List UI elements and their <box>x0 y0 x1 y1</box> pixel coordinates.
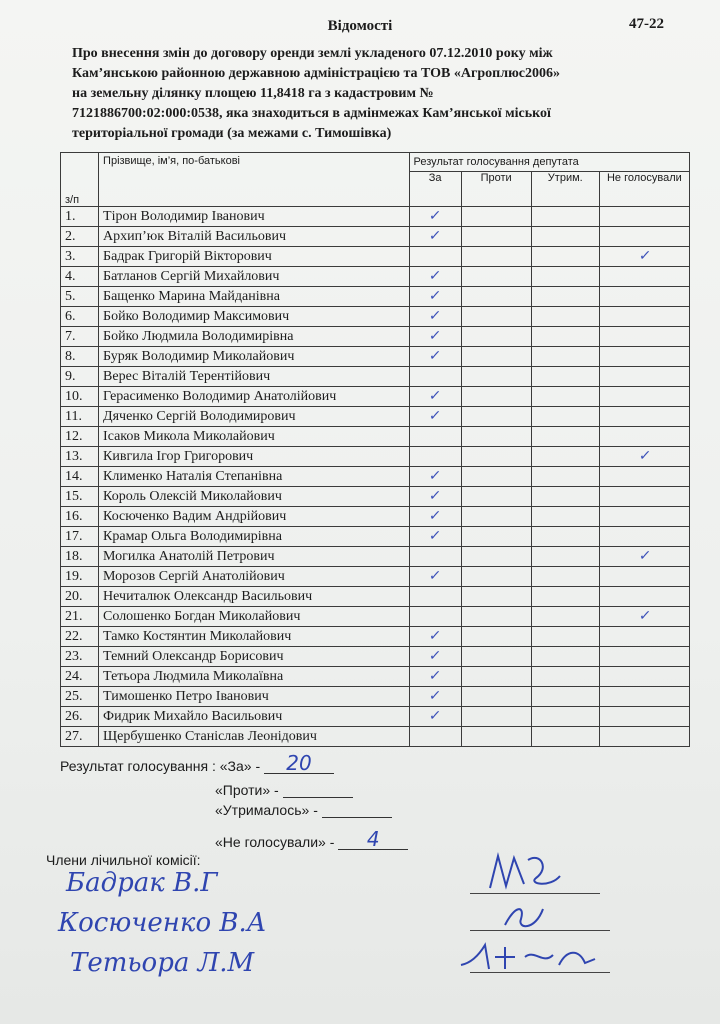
vote-cell-utrym <box>531 647 599 667</box>
deputy-name: Щербушенко Станіслав Леонідович <box>99 727 409 747</box>
checkmark-icon: ✓ <box>428 528 443 544</box>
deputy-name: Ісаков Микола Миколайович <box>99 427 409 447</box>
vote-cell-za <box>409 207 461 227</box>
checkmark-icon: ✓ <box>428 228 443 244</box>
vote-cell-utrym <box>531 547 599 567</box>
vote-cell-za <box>409 667 461 687</box>
vote-cell-ne <box>599 247 689 267</box>
row-number: 12. <box>61 427 99 447</box>
vote-cell-utrym <box>531 207 599 227</box>
vote-cell-utrym <box>531 607 599 627</box>
deputy-name: Дяченко Сергій Володимирович <box>99 407 409 427</box>
result-za-field <box>264 751 334 775</box>
vote-cell-za <box>409 507 461 527</box>
vote-cell-utrym <box>531 467 599 487</box>
row-number: 8. <box>61 347 99 367</box>
row-number: 6. <box>61 307 99 327</box>
vote-cell-ne <box>599 407 689 427</box>
vote-cell-proty <box>461 207 531 227</box>
vote-cell-ne <box>599 527 689 547</box>
vote-cell-za <box>409 587 461 607</box>
signature-scribble <box>455 935 605 980</box>
deputy-row <box>61 627 690 647</box>
vote-cell-utrym <box>531 487 599 507</box>
vote-cell-ne <box>599 207 689 227</box>
vote-cell-za <box>409 627 461 647</box>
header-ne: Не голосували <box>599 172 689 207</box>
vote-cell-za <box>409 647 461 667</box>
vote-cell-proty <box>461 707 531 727</box>
vote-cell-ne <box>599 227 689 247</box>
vote-cell-utrym <box>531 307 599 327</box>
vote-cell-proty <box>461 487 531 507</box>
checkmark-icon: ✓ <box>637 548 652 564</box>
deputy-row <box>61 507 690 527</box>
subject-line: Про внесення змін до договору оренди землі укладеного 07.12.2010 року між <box>72 46 553 61</box>
vote-cell-utrym <box>531 427 599 447</box>
deputy-name: Бащенко Марина Майданівна <box>99 287 409 307</box>
checkmark-icon: ✓ <box>428 268 443 284</box>
row-number: 19. <box>61 567 99 587</box>
row-number: 14. <box>61 467 99 487</box>
vote-cell-ne <box>599 707 689 727</box>
vote-cell-ne <box>599 567 689 587</box>
deputy-name: Тірон Володимир Іванович <box>99 207 409 227</box>
deputy-name: Нечиталюк Олександр Васильович <box>99 587 409 607</box>
vote-cell-ne <box>599 587 689 607</box>
vote-cell-za <box>409 687 461 707</box>
vote-cell-za <box>409 347 461 367</box>
vote-cell-za <box>409 267 461 287</box>
deputy-row <box>61 527 690 547</box>
document-title: Відомості <box>327 18 393 34</box>
vote-cell-proty <box>461 587 531 607</box>
results-label: Результат голосування : <box>60 758 216 774</box>
voting-table <box>60 152 690 747</box>
deputy-name: Морозов Сергій Анатолійович <box>99 567 409 587</box>
checkmark-icon: ✓ <box>428 708 443 724</box>
deputy-name: Фидрик Михайло Васильович <box>99 707 409 727</box>
vote-cell-ne <box>599 687 689 707</box>
vote-cell-utrym <box>531 687 599 707</box>
row-number: 9. <box>61 367 99 387</box>
row-number: 10. <box>61 387 99 407</box>
checkmark-icon: ✓ <box>428 328 443 344</box>
header-proty: Проти <box>461 172 531 207</box>
vote-cell-za <box>409 247 461 267</box>
vote-cell-utrym <box>531 507 599 527</box>
result-utrym-line <box>215 801 392 818</box>
vote-cell-utrym <box>531 587 599 607</box>
vote-cell-proty <box>461 427 531 447</box>
row-number: 20. <box>61 587 99 607</box>
deputy-name: Крамар Ольга Володимирівна <box>99 527 409 547</box>
row-number: 13. <box>61 447 99 467</box>
deputy-name: Солошенко Богдан Миколайович <box>99 607 409 627</box>
vote-cell-ne <box>599 447 689 467</box>
row-number: 22. <box>61 627 99 647</box>
deputy-name: Герасименко Володимир Анатолійович <box>99 387 409 407</box>
vote-cell-proty <box>461 667 531 687</box>
vote-cell-proty <box>461 247 531 267</box>
result-utrym-label: «Утрималось» - <box>215 802 318 818</box>
checkmark-icon: ✓ <box>428 628 443 644</box>
voting-table-body <box>61 207 690 747</box>
deputy-row <box>61 407 690 427</box>
checkmark-icon: ✓ <box>637 448 652 464</box>
vote-cell-proty <box>461 567 531 587</box>
checkmark-icon: ✓ <box>428 388 443 404</box>
vote-cell-ne <box>599 267 689 287</box>
vote-cell-za <box>409 367 461 387</box>
deputy-row <box>61 307 690 327</box>
deputy-name: Буряк Володимир Миколайович <box>99 347 409 367</box>
deputy-name: Архип’юк Віталій Васильович <box>99 227 409 247</box>
vote-cell-ne <box>599 347 689 367</box>
header-vote-result: Результат голосування депутата <box>409 153 689 172</box>
vote-cell-proty <box>461 527 531 547</box>
deputy-name: Батланов Сергій Михайлович <box>99 267 409 287</box>
signature-scribble <box>495 895 555 935</box>
vote-cell-ne <box>599 387 689 407</box>
vote-cell-za <box>409 467 461 487</box>
deputy-row <box>61 607 690 627</box>
vote-cell-utrym <box>531 667 599 687</box>
deputy-row <box>61 327 690 347</box>
checkmark-icon: ✓ <box>428 488 443 504</box>
vote-cell-ne <box>599 727 689 747</box>
vote-cell-proty <box>461 407 531 427</box>
vote-cell-ne <box>599 287 689 307</box>
vote-cell-utrym <box>531 287 599 307</box>
result-proty-label: «Проти» - <box>215 782 279 798</box>
deputy-row <box>61 387 690 407</box>
row-number: 1. <box>61 207 99 227</box>
vote-cell-za <box>409 387 461 407</box>
vote-cell-ne <box>599 547 689 567</box>
deputy-row <box>61 347 690 367</box>
deputy-row <box>61 667 690 687</box>
commission-member-name: Косюченко В.А <box>58 908 267 938</box>
checkmark-icon: ✓ <box>428 408 443 424</box>
row-number: 11. <box>61 407 99 427</box>
vote-cell-za <box>409 227 461 247</box>
vote-cell-proty <box>461 287 531 307</box>
deputy-name: Тимошенко Петро Іванович <box>99 687 409 707</box>
row-number: 15. <box>61 487 99 507</box>
vote-cell-za <box>409 707 461 727</box>
result-za-label: «За» - <box>219 758 261 774</box>
deputy-name: Король Олексій Миколайович <box>99 487 409 507</box>
vote-cell-proty <box>461 627 531 647</box>
row-number: 23. <box>61 647 99 667</box>
deputy-name: Косюченко Вадим Андрійович <box>99 507 409 527</box>
vote-cell-utrym <box>531 327 599 347</box>
vote-cell-utrym <box>531 367 599 387</box>
subject-line: територіальної громади (за межами с. Тимошівка) <box>72 126 392 141</box>
result-proty-field <box>283 781 353 798</box>
row-number: 2. <box>61 227 99 247</box>
row-number: 5. <box>61 287 99 307</box>
deputy-row <box>61 247 690 267</box>
deputy-name: Могилка Анатолій Петрович <box>99 547 409 567</box>
deputy-name: Бойко Людмила Володимирівна <box>99 327 409 347</box>
header-num: з/п <box>61 153 99 207</box>
row-number: 7. <box>61 327 99 347</box>
vote-cell-ne <box>599 307 689 327</box>
deputy-name: Тамко Костянтин Миколайович <box>99 627 409 647</box>
vote-cell-za <box>409 727 461 747</box>
vote-cell-ne <box>599 647 689 667</box>
vote-cell-utrym <box>531 527 599 547</box>
vote-cell-proty <box>461 267 531 287</box>
result-za-value: 20 <box>286 751 312 775</box>
vote-cell-proty <box>461 547 531 567</box>
deputy-row <box>61 647 690 667</box>
checkmark-icon: ✓ <box>428 648 443 664</box>
vote-cell-ne <box>599 607 689 627</box>
row-number: 18. <box>61 547 99 567</box>
vote-cell-utrym <box>531 227 599 247</box>
vote-cell-proty <box>461 607 531 627</box>
row-number: 27. <box>61 727 99 747</box>
checkmark-icon: ✓ <box>428 208 443 224</box>
deputy-name: Темний Олександр Борисович <box>99 647 409 667</box>
row-number: 24. <box>61 667 99 687</box>
vote-cell-proty <box>461 647 531 667</box>
deputy-name: Верес Віталій Терентійович <box>99 367 409 387</box>
vote-cell-ne <box>599 367 689 387</box>
deputy-row <box>61 267 690 287</box>
result-ne-line <box>215 827 408 851</box>
deputy-row <box>61 207 690 227</box>
checkmark-icon: ✓ <box>637 248 652 264</box>
deputy-row <box>61 487 690 507</box>
vote-cell-utrym <box>531 447 599 467</box>
vote-cell-proty <box>461 727 531 747</box>
vote-cell-utrym <box>531 247 599 267</box>
vote-cell-za <box>409 407 461 427</box>
vote-cell-proty <box>461 367 531 387</box>
vote-cell-proty <box>461 327 531 347</box>
subject-line: Кам’янською районною державною адміністрацією та ТОВ «Агроплюс2006» <box>72 66 560 81</box>
vote-cell-utrym <box>531 267 599 287</box>
vote-cell-proty <box>461 347 531 367</box>
vote-cell-utrym <box>531 567 599 587</box>
row-number: 3. <box>61 247 99 267</box>
commission-label: Члени лічильної комісії: <box>46 852 201 868</box>
result-ne-field <box>338 827 408 851</box>
deputy-row <box>61 287 690 307</box>
checkmark-icon: ✓ <box>428 568 443 584</box>
result-za-line <box>60 751 334 775</box>
deputy-row <box>61 727 690 747</box>
vote-cell-ne <box>599 467 689 487</box>
vote-cell-proty <box>461 387 531 407</box>
document-subject <box>72 44 672 144</box>
result-ne-label: «Не голосували» - <box>215 834 335 850</box>
vote-cell-za <box>409 287 461 307</box>
deputy-row <box>61 367 690 387</box>
row-number: 4. <box>61 267 99 287</box>
vote-cell-ne <box>599 627 689 647</box>
vote-cell-proty <box>461 227 531 247</box>
vote-cell-za <box>409 327 461 347</box>
checkmark-icon: ✓ <box>428 288 443 304</box>
vote-cell-proty <box>461 507 531 527</box>
deputy-name: Тетьора Людмила Миколаївна <box>99 667 409 687</box>
deputy-row <box>61 687 690 707</box>
deputy-row <box>61 447 690 467</box>
commission-member-name: Тетьора Л.М <box>70 948 255 978</box>
row-number: 16. <box>61 507 99 527</box>
vote-cell-za <box>409 567 461 587</box>
commission-member-name: Бадрак В.Г <box>66 868 218 898</box>
checkmark-icon: ✓ <box>637 608 652 624</box>
deputy-name: Бадрак Григорій Вікторович <box>99 247 409 267</box>
vote-cell-za <box>409 447 461 467</box>
vote-cell-ne <box>599 667 689 687</box>
signature-scribble <box>480 848 570 898</box>
checkmark-icon: ✓ <box>428 468 443 484</box>
deputy-name: Кивгила Ігор Григорович <box>99 447 409 467</box>
deputy-name: Клименко Наталія Степанівна <box>99 467 409 487</box>
subject-line: на земельну ділянку площею 11,8418 га з кадастровим № <box>72 86 434 101</box>
deputy-name: Бойко Володимир Максимович <box>99 307 409 327</box>
deputy-row <box>61 427 690 447</box>
header-name: Прізвище, ім’я, по-батькові <box>99 153 409 207</box>
vote-cell-proty <box>461 447 531 467</box>
subject-line: 7121886700:02:000:0538, яка знаходиться в адмінмежах Кам’янської міської <box>72 106 551 121</box>
vote-cell-ne <box>599 487 689 507</box>
vote-cell-utrym <box>531 347 599 367</box>
document-number: 47-22 <box>629 16 664 32</box>
result-proty-line <box>215 781 353 798</box>
vote-cell-za <box>409 527 461 547</box>
result-utrym-field <box>322 801 392 818</box>
checkmark-icon: ✓ <box>428 308 443 324</box>
deputy-row <box>61 567 690 587</box>
vote-cell-utrym <box>531 727 599 747</box>
vote-cell-utrym <box>531 407 599 427</box>
deputy-row <box>61 707 690 727</box>
row-number: 21. <box>61 607 99 627</box>
result-ne-value: 4 <box>366 827 380 851</box>
vote-cell-ne <box>599 507 689 527</box>
header-za: За <box>409 172 461 207</box>
vote-cell-ne <box>599 327 689 347</box>
vote-cell-za <box>409 307 461 327</box>
checkmark-icon: ✓ <box>428 668 443 684</box>
row-number: 25. <box>61 687 99 707</box>
vote-cell-utrym <box>531 387 599 407</box>
checkmark-icon: ✓ <box>428 348 443 364</box>
vote-cell-proty <box>461 467 531 487</box>
vote-cell-za <box>409 487 461 507</box>
row-number: 26. <box>61 707 99 727</box>
checkmark-icon: ✓ <box>428 508 443 524</box>
deputy-row <box>61 547 690 567</box>
vote-cell-za <box>409 427 461 447</box>
vote-cell-za <box>409 547 461 567</box>
vote-cell-proty <box>461 687 531 707</box>
row-number: 17. <box>61 527 99 547</box>
deputy-row <box>61 467 690 487</box>
vote-cell-utrym <box>531 627 599 647</box>
checkmark-icon: ✓ <box>428 688 443 704</box>
vote-cell-utrym <box>531 707 599 727</box>
deputy-row <box>61 587 690 607</box>
vote-cell-za <box>409 607 461 627</box>
deputy-row <box>61 227 690 247</box>
vote-cell-ne <box>599 427 689 447</box>
vote-cell-proty <box>461 307 531 327</box>
header-utrym: Утрим. <box>531 172 599 207</box>
